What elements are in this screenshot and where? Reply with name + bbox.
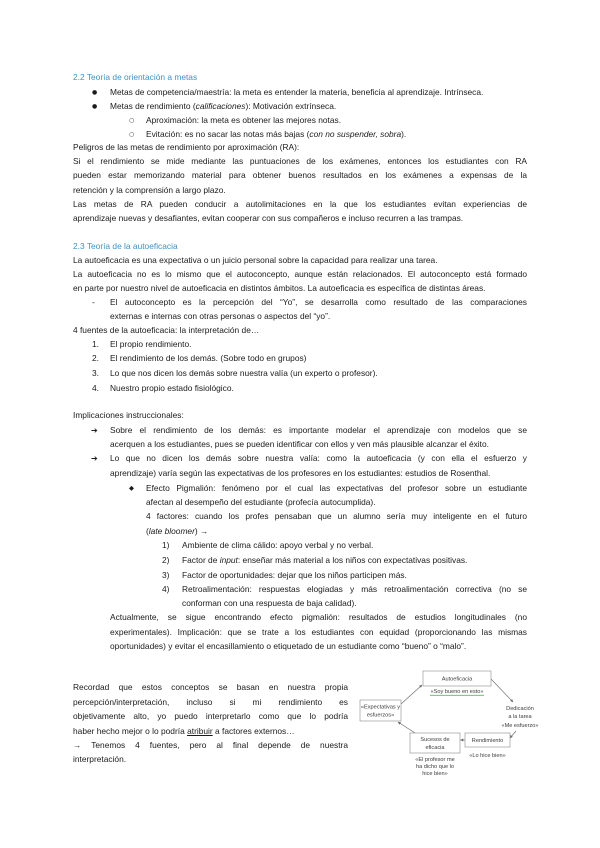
dangers-paragraph-2-line: aprendizaje nuevas y desafiantes, evitan cooperar con sus compañeros e incluso recurren a las trampas. — [73, 213, 464, 223]
factor-item: Factor de oportunidades: dejar que los niños participen más. — [182, 570, 407, 580]
factors-intro-line — [146, 526, 208, 537]
text-segment: ( — [146, 526, 149, 536]
expectativas-label: «Expectativas y — [360, 704, 401, 711]
underlined-segment: atribuir — [187, 726, 213, 736]
mastery-goals-item: Metas de competencia/maestría: la meta es entender la materia, beneficia al aprendizaje. Intrínseca. — [110, 87, 484, 97]
list-item: El rendimiento de los demás. (Sobre todo en grupos) — [110, 353, 307, 363]
dangers-paragraph-2-line: Las metas de RA pueden conducir a autolimitaciones en la que los estudiantes evitan experiencias de — [73, 199, 527, 209]
sources-title: 4 fuentes de la autoeficacia: la interpretación de… — [73, 325, 260, 335]
arrow-bullet-icon: ➔ — [91, 454, 98, 463]
note-line: Recordad que estos conceptos se basan en nuestra propia — [73, 682, 348, 692]
factor-item — [182, 555, 467, 566]
italic-segment: con no suspender, sobra — [309, 129, 402, 139]
text-segment: : enseñar más material a los niños con expectativas positivas. — [237, 555, 468, 565]
factor-item-line: conforman con una respuesta de baja calidad). — [182, 598, 357, 608]
italic-segment: calificaciones — [195, 101, 246, 111]
implication-2-line: Lo que no dicen los demás sobre nuestra valía: como la autoeficacia (y con ella el esfuerzo y — [110, 453, 527, 463]
note-line — [73, 726, 295, 737]
note-line: percepción/interpretación, incluso si mi rendimiento es — [73, 697, 348, 707]
text-segment: haber hecho mejor o lo podría — [73, 726, 188, 736]
text-segment: Factor de — [182, 555, 220, 565]
rendimiento-quote: «Lo hice bien» — [469, 753, 506, 759]
list-item: Nuestro propio estado fisiológico. — [110, 383, 234, 393]
list-number: 4. — [92, 383, 99, 393]
currently-line: experimentales). Implicación: que se trate a los estudiantes con equidad (proporcionando las mismas — [110, 627, 527, 637]
text-segment: ): Motivación extrínseca. — [245, 101, 337, 111]
sucesos-quote: ha dicho que lo — [416, 764, 454, 770]
expectativas-label: esfuerzos» — [366, 712, 395, 719]
arrow-bullet-icon: ➔ — [91, 426, 98, 435]
dangers-paragraph-1-line: retención y la comprensión a largo plazo. — [73, 185, 226, 195]
arrow-sucesos-to-expectativas — [398, 722, 415, 733]
italic-segment: late bloomer — [148, 526, 195, 536]
text-segment: a factores externos… — [212, 726, 295, 736]
implication-1-line: Sobre el rendimiento de los demás: es importante modelar el aprendizaje con modelos que se — [110, 425, 527, 435]
self-concept-comparison-line: en parte por nuestro nivel de autoeficacia en distintos ámbitos. La autoeficacia es específica de distintas áreas. — [73, 283, 486, 293]
sucesos-quote: hice bien» — [422, 771, 448, 777]
factor-number: 2) — [162, 555, 170, 565]
arrow-expectativas-to-autoeficacia — [401, 685, 422, 704]
sucesos-quote: «El profesor me — [415, 757, 455, 763]
implications-title: Implicaciones instruccionales: — [73, 410, 184, 420]
factor-number: 3) — [162, 570, 170, 580]
list-item: El propio rendimiento. — [110, 339, 192, 349]
list-number: 2. — [92, 353, 99, 363]
text-segment: Metas de rendimiento ( — [110, 101, 196, 111]
self-efficacy-definition: La autoeficacia es una expectativa o un juicio personal sobre la capacidad para realizar una tarea. — [73, 255, 438, 265]
factor-number: 1) — [162, 540, 170, 550]
text-segment: ). — [401, 129, 407, 139]
note-line: objetivamente alto, yo puedo interpretarlo como que lo podría — [73, 711, 348, 721]
conclusion-line: interpretación. — [73, 754, 127, 764]
currently-line: oportunidades) y evitar el encasillamiento o etiquetado de un estudiante como “bueno” o “malo”. — [110, 641, 467, 651]
self-concept-line: externas e internas con otras personas o aspectos del “yo”. — [110, 311, 331, 321]
dangers-paragraph-1-line: pueden estar memorizando material para obtener buenos resultados en los exámenes a expensas de la — [73, 170, 527, 180]
performance-goals-item — [110, 101, 336, 112]
arrow-dedicacion-to-rendimiento — [510, 731, 516, 738]
currently-line: Actualmente, se sigue encontrando efecto pigmalión: resultados de estudios longitudinales (no — [110, 612, 527, 622]
implication-2-line: aprendizaje) varía según las expectativas de los profesores en los estudiantes: estudios de Rosenthal. — [110, 468, 491, 478]
diamond-bullet-icon: ◆ — [129, 484, 134, 492]
dedicacion-quote: «Me esfuerzo» — [501, 723, 539, 729]
pygmalion-line: Efecto Pigmalión: fenómeno por el cual las expectativas del profesor sobre un estudiante — [146, 483, 527, 493]
section-2-2-heading: 2.2 Teoría de orientación a metas — [73, 72, 198, 82]
factors-intro-line: 4 factores: cuando los profes pensaban que un alumno sería muy inteligente en el futuro — [146, 511, 527, 521]
self-concept-line: El autoconcepto es la percepción del “Yo”, se desarrolla como resultado de las comparaciones — [110, 297, 527, 307]
dash-marker: - — [92, 297, 95, 307]
rendimiento-label: Rendimiento — [471, 738, 504, 744]
dangers-paragraph-1-line: Si el rendimiento se mide mediante las puntuaciones de los exámenes, entonces los estudiantes con RA — [73, 156, 527, 166]
factor-item: Ambiente de clima cálido: apoyo verbal y no verbal. — [182, 540, 374, 550]
list-number: 1. — [92, 339, 99, 349]
text-segment: Evitación: es no sacar las notas más bajas ( — [146, 129, 310, 139]
sub-bullet-marker: ○ — [129, 131, 135, 138]
pygmalion-line: afectan al desempeño del estudiante (profecía autocumplida). — [146, 497, 376, 507]
italic-segment: input — [219, 555, 238, 565]
autoeficacia-quote: «Soy bueno en esto» — [430, 689, 484, 695]
avoidance-item — [146, 129, 406, 140]
conclusion-line: → Tenemos 4 fuentes, pero al final depende de nuestra — [73, 740, 348, 750]
bullet-marker: ● — [92, 89, 98, 96]
autoeficacia-label: Autoeficacia — [441, 676, 473, 683]
dedicacion-label: Dedicación — [506, 706, 534, 712]
self-efficacy-cycle-diagram — [355, 662, 560, 782]
list-item: Lo que nos dicen los demás sobre nuestra valía (un experto o profesor). — [110, 368, 378, 378]
dangers-title: Peligros de las metas de rendimiento por aproximación (RA): — [73, 142, 300, 152]
arrow-autoeficacia-to-dedicacion — [491, 679, 513, 702]
dedicacion-label: a la tarea — [508, 714, 532, 720]
self-concept-comparison-line: La autoeficacia no es lo mismo que el autoconcepto, aunque están relacionados. El autoconcepto está formado — [73, 269, 527, 279]
sucesos-label: Sucesos de — [420, 737, 450, 743]
section-2-3-heading: 2.3 Teoría de la autoeficacia — [73, 241, 178, 251]
factor-number: 4) — [162, 584, 170, 594]
bullet-marker: ● — [92, 103, 98, 110]
sucesos-label: eficacia — [425, 745, 445, 751]
text-segment: ) → — [194, 526, 209, 536]
implication-1-line: acerquen a los estudiantes, pues se pueden identificar con ellos y ven más plausible alcanzar el éxito. — [110, 439, 489, 449]
factor-item-line: Retroalimentación: respuestas elogiadas y más retroalimentación correctiva (no se — [182, 584, 527, 594]
sub-bullet-marker: ○ — [129, 117, 135, 124]
approach-item: Aproximación: la meta es obtener las mejores notas. — [146, 115, 342, 125]
list-number: 3. — [92, 368, 99, 378]
